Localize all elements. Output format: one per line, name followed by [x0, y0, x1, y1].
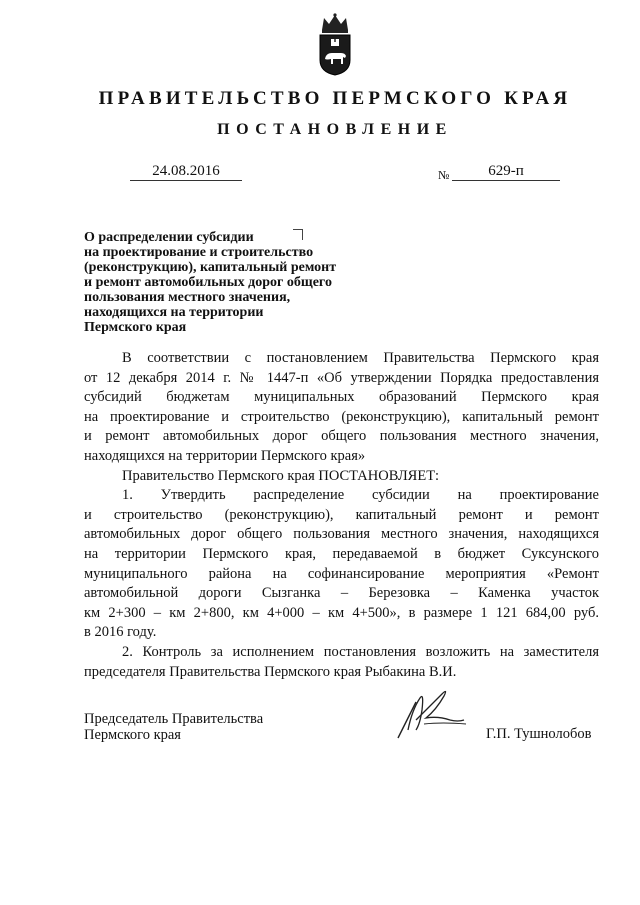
number-sign: № — [438, 168, 450, 182]
body-line: 1. Утвердить распределение субсидии на проектирование — [122, 487, 599, 504]
signer-title-line: Пермского края — [84, 727, 181, 743]
body-line: В соответствии с постановлением Правительства Пермского края — [122, 350, 599, 366]
perm-krai-coat-of-arms-icon — [316, 12, 354, 76]
document-subject — [84, 230, 344, 335]
body-line: км 2+300 – км 2+800, км 4+000 – км 4+500», в размере 1 121 684,00 руб. — [84, 604, 599, 621]
body-line: от 12 декабря 2014 г. № 1447-п «Об утверждении Порядка предоставления — [84, 369, 599, 386]
body-line: субсидий бюджетам муниципальных образований Пермского края — [84, 389, 599, 406]
body-line: Правительство Пермского края ПОСТАНОВЛЯЕТ: — [122, 467, 440, 484]
subject-line: находящихся на территории — [84, 305, 264, 320]
document-body — [84, 349, 599, 682]
subject-line: О распределении субсидии — [84, 230, 254, 245]
subject-line: на проектирование и строительство — [84, 245, 314, 260]
body-line: автомобильной дороги Сызганка – Березовка – Каменка участок — [84, 585, 599, 602]
government-title: ПРАВИТЕЛЬСТВО ПЕРМСКОГО КРАЯ — [98, 88, 572, 109]
body-line: находящихся на территории Пермского края» — [84, 447, 366, 464]
body-line: председателя Правительства Пермского края Рыбакина В.И. — [84, 663, 457, 680]
handwritten-signature — [386, 680, 476, 740]
body-line: на территории Пермского края, передаваемой в бюджет Суксунского — [84, 545, 599, 562]
body-line: на проектирование и строительство (реконструкцию), капитальный ремонт — [84, 408, 599, 425]
document-date: 24.08.2016 — [130, 162, 242, 181]
subject-line: и ремонт автомобильных дорог общего — [84, 275, 332, 290]
body-line: автомобильных дорог общего пользования местного значения, находящихся — [84, 526, 599, 543]
signer-title-line: Председатель Правительства — [84, 711, 264, 727]
body-line: муниципального района на софинансирование мероприятия «Ремонт — [84, 565, 599, 582]
subject-line: Пермского края — [84, 320, 187, 335]
signer-title — [84, 711, 263, 743]
body-line: в 2016 году. — [84, 624, 157, 641]
body-line: 2. Контроль за исполнением постановления возложить на заместителя — [122, 643, 599, 660]
corner-bracket-mark — [293, 229, 303, 240]
subject-line: пользования местного значения, — [84, 290, 291, 305]
signer-name: Г.П. Тушнолобов — [486, 726, 592, 742]
document-number: 629-п — [452, 162, 560, 181]
body-line: и строительство (реконструкцию), капитальный ремонт и ремонт — [84, 506, 599, 523]
subject-line: (реконструкцию), капитальный ремонт — [84, 260, 337, 275]
document-type: ПОСТАНОВЛЕНИЕ — [217, 121, 453, 138]
body-line: и ремонт автомобильных дорог общего пользования местного значения, — [84, 428, 599, 445]
